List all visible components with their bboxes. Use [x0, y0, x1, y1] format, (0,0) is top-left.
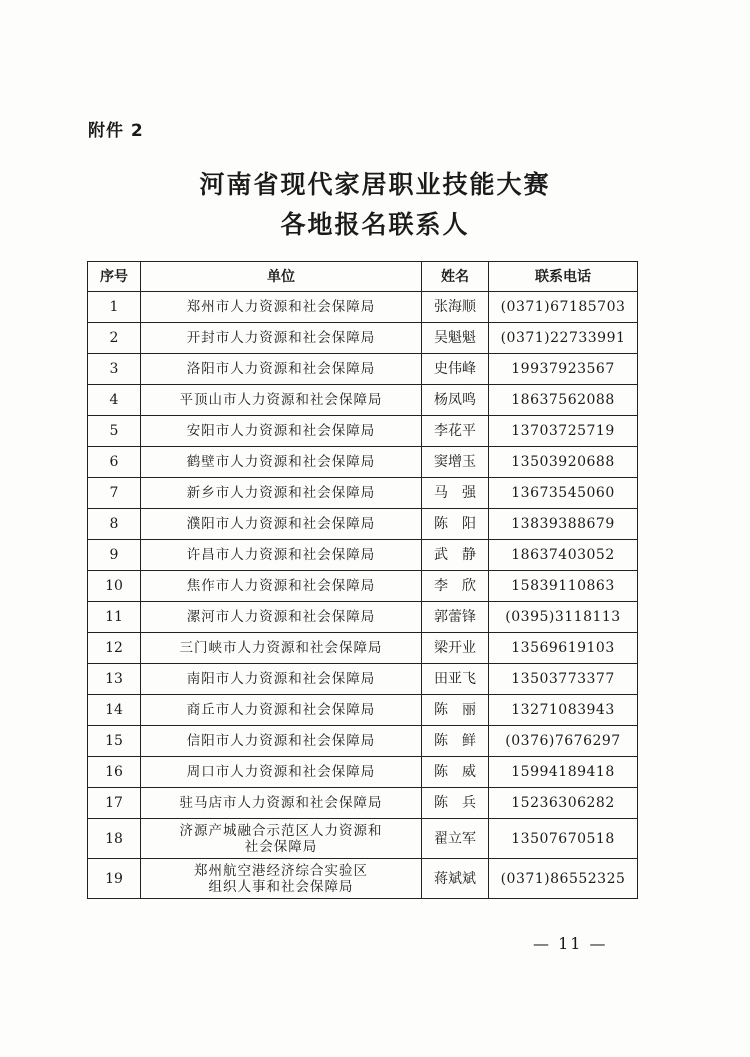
cell-serial-number: 7 [88, 478, 141, 509]
cell-contact-name: 陈 兵 [422, 788, 489, 819]
cell-serial-number: 3 [88, 354, 141, 385]
cell-serial-number: 2 [88, 323, 141, 354]
table-row [88, 478, 638, 509]
cell-contact-name: 郭蕾锋 [422, 602, 489, 633]
cell-unit: 商丘市人力资源和社会保障局 [141, 695, 422, 726]
cell-unit: 三门峡市人力资源和社会保障局 [141, 633, 422, 664]
cell-phone: (0371)86552325 [489, 859, 638, 899]
cell-unit: 濮阳市人力资源和社会保障局 [141, 509, 422, 540]
header-name: 姓名 [422, 262, 489, 292]
cell-phone: 19937923567 [489, 354, 638, 385]
cell-unit: 许昌市人力资源和社会保障局 [141, 540, 422, 571]
document-title: 河南省现代家居职业技能大赛 [199, 170, 551, 199]
header-serial-number: 序号 [88, 262, 141, 292]
cell-serial-number: 9 [88, 540, 141, 571]
cell-phone: 13503920688 [489, 447, 638, 478]
cell-unit: 开封市人力资源和社会保障局 [141, 323, 422, 354]
table-row [88, 819, 638, 859]
cell-phone: 15839110863 [489, 571, 638, 602]
cell-unit: 焦作市人力资源和社会保障局 [141, 571, 422, 602]
cell-unit-line: 社会保障局 [244, 838, 318, 855]
cell-unit: 周口市人力资源和社会保障局 [141, 757, 422, 788]
table-row [88, 509, 638, 540]
cell-unit: 安阳市人力资源和社会保障局 [141, 416, 422, 447]
cell-unit: 鹤壁市人力资源和社会保障局 [141, 447, 422, 478]
cell-contact-name: 史伟峰 [422, 354, 489, 385]
table-row [88, 664, 638, 695]
cell-unit: 平顶山市人力资源和社会保障局 [141, 385, 422, 416]
cell-contact-name: 李花平 [422, 416, 489, 447]
cell-unit [141, 859, 422, 899]
cell-unit-line: 济源产城融合示范区人力资源和 [179, 822, 383, 839]
cell-serial-number: 16 [88, 757, 141, 788]
cell-serial-number: 14 [88, 695, 141, 726]
cell-phone: (0376)7676297 [489, 726, 638, 757]
contacts-table [87, 261, 638, 899]
cell-serial-number: 15 [88, 726, 141, 757]
cell-contact-name: 蒋斌斌 [422, 859, 489, 899]
table-row [88, 788, 638, 819]
cell-contact-name: 李 欣 [422, 571, 489, 602]
cell-phone: 13703725719 [489, 416, 638, 447]
cell-unit: 南阳市人力资源和社会保障局 [141, 664, 422, 695]
cell-serial-number: 5 [88, 416, 141, 447]
table-row [88, 695, 638, 726]
table-row [88, 571, 638, 602]
cell-unit-line: 组织人事和社会保障局 [208, 878, 354, 895]
cell-phone: 13673545060 [489, 478, 638, 509]
cell-phone: (0371)67185703 [489, 292, 638, 323]
cell-serial-number: 6 [88, 447, 141, 478]
cell-contact-name: 梁开业 [422, 633, 489, 664]
cell-unit: 驻马店市人力资源和社会保障局 [141, 788, 422, 819]
cell-unit: 新乡市人力资源和社会保障局 [141, 478, 422, 509]
cell-contact-name: 陈 鲜 [422, 726, 489, 757]
cell-serial-number: 1 [88, 292, 141, 323]
table-row [88, 323, 638, 354]
cell-unit: 郑州市人力资源和社会保障局 [141, 292, 422, 323]
cell-contact-name: 吴魁魁 [422, 323, 489, 354]
cell-phone: 15994189418 [489, 757, 638, 788]
cell-phone: 13507670518 [489, 819, 638, 859]
cell-unit-line: 郑州航空港经济综合实验区 [194, 862, 368, 879]
cell-contact-name: 陈 威 [422, 757, 489, 788]
cell-phone: 18637562088 [489, 385, 638, 416]
cell-phone: (0371)22733991 [489, 323, 638, 354]
cell-phone: 18637403052 [489, 540, 638, 571]
table-row [88, 859, 638, 899]
cell-phone: 13271083943 [489, 695, 638, 726]
cell-phone: 13503773377 [489, 664, 638, 695]
cell-unit: 漯河市人力资源和社会保障局 [141, 602, 422, 633]
cell-phone: 15236306282 [489, 788, 638, 819]
table-row [88, 540, 638, 571]
cell-phone: 13569619103 [489, 633, 638, 664]
cell-unit: 洛阳市人力资源和社会保障局 [141, 354, 422, 385]
table-row [88, 633, 638, 664]
cell-unit: 信阳市人力资源和社会保障局 [141, 726, 422, 757]
cell-serial-number: 17 [88, 788, 141, 819]
cell-serial-number: 12 [88, 633, 141, 664]
table-row [88, 757, 638, 788]
cell-contact-name: 翟立军 [422, 819, 489, 859]
cell-contact-name: 窦增玉 [422, 447, 489, 478]
header-unit: 单位 [141, 262, 422, 292]
cell-serial-number: 10 [88, 571, 141, 602]
table-row [88, 726, 638, 757]
header-phone: 联系电话 [489, 262, 638, 292]
document-subtitle: 各地报名联系人 [280, 210, 470, 239]
cell-unit [141, 819, 422, 859]
cell-serial-number: 13 [88, 664, 141, 695]
cell-contact-name: 杨凤鸣 [422, 385, 489, 416]
table-row [88, 416, 638, 447]
cell-serial-number: 19 [88, 859, 141, 899]
cell-serial-number: 8 [88, 509, 141, 540]
table-header-row [88, 262, 638, 292]
table-row [88, 602, 638, 633]
table-row [88, 292, 638, 323]
cell-contact-name: 陈 阳 [422, 509, 489, 540]
cell-serial-number: 18 [88, 819, 141, 859]
cell-contact-name: 田亚飞 [422, 664, 489, 695]
cell-phone: (0395)3118113 [489, 602, 638, 633]
attachment-label: 附件 2 [88, 121, 144, 141]
table-row [88, 354, 638, 385]
cell-phone: 13839388679 [489, 509, 638, 540]
page-number: — 11 — [533, 934, 608, 953]
table-row [88, 385, 638, 416]
cell-contact-name: 马 强 [422, 478, 489, 509]
table-row [88, 447, 638, 478]
cell-contact-name: 张海顺 [422, 292, 489, 323]
cell-serial-number: 11 [88, 602, 141, 633]
cell-contact-name: 陈 丽 [422, 695, 489, 726]
cell-serial-number: 4 [88, 385, 141, 416]
cell-contact-name: 武 静 [422, 540, 489, 571]
